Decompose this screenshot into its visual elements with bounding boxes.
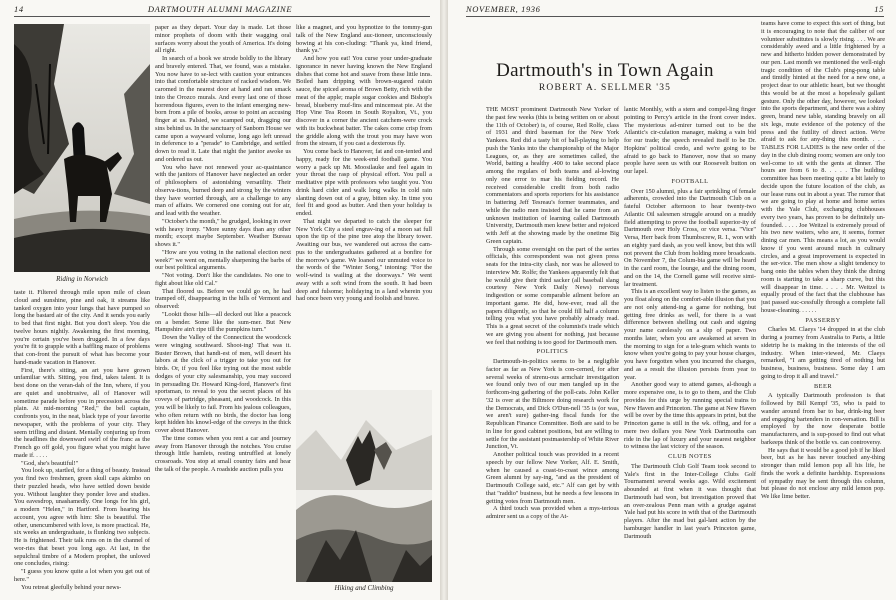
section-heading-politics: POLITICS [536, 348, 569, 356]
paragraph: Another political touch was provided in a recent speech by our fellow New Yorker, Alf. E. Smith, when he caused a coast-to-coast wince among Green alumni by say-ing, "and as the president of Dartmouth College said, etc." Alf can get by with that "raddio" business, but he needs a few lessons in getting votes from Dartmouth men. [486, 451, 619, 505]
paragraph: like a magnet, and you hypnotize to the tommy-gun talk of the New England auc-tioneer, unconsciously bowing at his con-cluding: "Thank ya, kind friend, thank ya." [296, 24, 432, 55]
hiking-photo-caption: Hiking and Climbing [334, 584, 394, 592]
paragraph: "Not voting. Don't like the candidates. No one to fight about like old Cal." [155, 272, 291, 287]
paragraph: And how you eat! You curse your under-graduate ignorance in never having known the New England dishes that come hot and suave from these little inns. Boiled ham dripping with brown-sugared raisin sauce, the spiced aroma of Brown Betty, rich with the meat of the apple; maple sugar cookies and Bishop's bread, blueberry muf-fins and mincemeat pie. At the Hop Vine Tea Room in South Royalton, Vt., you discover in a corner the ancient catchem-were crock with its buckwheat batter. The cakes come crisp from the griddle along with the trout you may have won from the stream, if you cast a dexterous fly. [296, 55, 432, 148]
paragraph: A third touch was provided when a mys-terious admirer sent us a copy of the At- [486, 505, 619, 520]
paragraph: "Lookit those hills—all decked out like a peacock on a bender. Some like the sum-mer. But New Hampshire ain't ripe till the pumpkins turn." [155, 310, 291, 334]
paragraph: He says that it would be a good job if he liked beer, but as he has never touched any-thing stronger than mild lemon pop all his life, he finds the work a definite hardship. Expressions of sympathy may be sent through this column, but please do not enclose any mild lemon pop. We like lime better. [761, 446, 885, 500]
riding-photo [14, 24, 150, 272]
running-head-right: NOVEMBER, 1936 [466, 4, 541, 14]
paragraph: Charles M. Claeys '14 dropped in at the club during a journey from Australia to Paris, a little sidetrip he is making in the interests of the oil industry. When inter-viewed, Mr. Claeys remarked, "I am getting tired of nothing but business, business, business. Some day I am going to drop it all and travel." [761, 326, 885, 380]
header-rule [466, 16, 884, 17]
paragraph: paper as they depart. Your day is made. Let those minor prophets of doom with their wagging oral surfaces worry about the youth of America. It's doing all right. [155, 24, 291, 55]
book-gutter [440, 0, 448, 600]
paragraph: "How are you voting in the national election next week?" we went on, mentally sharpening the barbs of our best political arguments. [155, 248, 291, 272]
section-heading-football: FOOTBALL [671, 177, 709, 185]
left-page [0, 0, 440, 600]
section-heading-passerby: PASSERBY [805, 316, 841, 324]
page-number-left: 14 [14, 4, 24, 14]
paragraph: Dartmouth-in-politics seems to be a negligible factor as far as New York is con-cerned, for after several weeks of strenu-ous armchair investigation we found only two of our men tangled up in the forthcom-ing gathering of the poll-cats. John Keller '32 is over at the Biltmore doing research work for the Democrats, and Dick O'Dun-nell '35 is (or was, we aren't sure) gather-ing fiscal funds for the Republican Finance Committee. Both are said to be in line for good cabinet positions, but are willing to settle for the assistant postmastership of White River Junction, Vt. [486, 358, 619, 451]
article-title: Dartmouth's in Town Again [496, 60, 714, 81]
paragraph: That night we departed to catch the sleeper for New York City a steel engrav-ing of a moon sat full upon the tip of the pine tree atop the library tower. Awaiting our bus, we wandered out across the cam-pus to the undergraduates gathered at a bonfire for the morrow's game. We loaned our unmuted voice to the words of the "Winter Song," intoning: "For the wolf-wind is wailing at the doorways." We went away with a soft wind from the south. It had been deep and fulsome; holidaying in a land wherein you had once been very young and foolish and brave. [296, 217, 432, 303]
right-column-3 [761, 20, 885, 598]
paragraph: You look up, startled, for a thing of beauty. Instead you find two freshmen, green skull caps akimbo on their puzzled heads, who have settled down beside you. Without laughter they ponder love and studies. You eavesdrop, unashamedly. One longs for his girl, a modern "Helen," in Hartford. From hearing his account, you agree with him: She is beautiful. The other, unencumbered with love, is more practical. He, six weeks an undergraduate, is flunking two subjects. He is frightened. Their talk runs on in the channel of wor-ries that beset you long ago. At last, in the sepulchral timbre of a Modern prophet, the unloved one concludes, rising: [14, 467, 150, 568]
hiking-photo [296, 390, 432, 582]
article-byline: ROBERT A. SELLMER '35 [538, 83, 672, 93]
paragraph: "God, she's beautiful!" [21, 459, 79, 467]
paragraph: You retreat gleefully behind your news- [21, 583, 122, 591]
paragraph: You come back to Hanover, fat and con-tented and happy, ready for the week-end football game. You worry a pack up Mt. Moosilauke and feel again in your throat the rasp of physical effort. You pull a meditative pipe with professors who taught you. You drink hard cider and walk long walks in cold rain slanting down out of a gray, bitten sky. In time you feel fit and good as butter. And then your holiday is ended. [296, 148, 432, 217]
paragraph: "October's the month," he grudged, looking in over with heavy irony. "More sunny days than any other month; except maybe September. Weather Bureau shows it." [155, 217, 291, 248]
paragraph: Down the Valley of the Connecticut the woodcock were winging southward. Shoot-ing! That was it. Buster Brown, that handi-est of men, will desert his labors at the click of a trigger to take you out for birds. Or, if you feel like trying out the most subtle dodges of your city salesmanship, you may succeed in persuading Dr. Howard King-ford, Hanover's first sportsman, to reveal to you the secret places of his coveys of partridge, pheasant, and woodcock. In this you will be likely to fail. From his jealous colleagues, who often return with no birds, the doctor has long kept hidden his knowl-edge of the coveys in the thick cover about Hanover. [155, 334, 291, 434]
paragraph: taste it. Filtered through mile upon mile of clean cloud and sunshine, pine and oak, it streams like tanked oxygen into your lungs that have pumped so long the bastard air of the city. And it sends you early to bed that first night. But you don't sleep. You die twelve hours nightly. Awakening the first morning, you're certain you've been drugged. In a few days you're fit to grapple with a baffling maze of problems that con-front the pursuit of what has become your hand-made vacation in Hanover. [14, 289, 150, 366]
paragraph: The time comes when you rent a car and journey away from Hanover through the notches. You cruise through little hamlets, resting untruffled at lonely crossroads. You stop at small country fairs and hear the talk of the people. A roadside auction pulls you [155, 434, 291, 473]
section-heading-beer: BEER [813, 382, 833, 390]
paragraph: lantic Monthly, with a stern and compel-ling finger pointing to Percy's article in the front cover index. The mysterious ad-mirer turned out to be the Atlantic's cir-culation manager, making a vain bid for our trade; the speech revealed itself to be Dr. Hopkins' political credo, and we're going to be afraid to go back to Hanover, now that so many people have seen us with our Roosevelt button on our lapel. [624, 106, 756, 175]
paragraph: Through some oversight on the part of the series officials, this correspondent was not given press seats for the intra-city clash, nor was he allowed to interview Mr. Rolfe; the Yankees apparently felt that he would give their third sacker (all baseball slang courtesy New York Daily News) nervous indigestion or some comparable ailment before an important game. He did, how-ever, read all the papers diligently, so that he could fill half a column telling you what you have probably already read. This is a great secret of the columnist's trade which we are giving you absent for nothing, just because we feel that nothing is too good for Dartmouth men. [486, 245, 619, 346]
paragraph: "I guess you know quite a lot when you get out of here." [14, 568, 150, 583]
paragraph: Another good way to attend games, al-though a more expensive one, is to go to them, and the Club provides for this urge by running special trains to New Haven and Princeton. The game at New Haven will be over by the time this appears in print, but the Princeton game is still in the wk. offing, and for a mere two dollars you New York Dartmouths can ride in the lap of luxury and your nearest neighbor to witness the last victory of the season. [624, 381, 756, 451]
paragraph: teams have come to expect this sort of thing, but it is encouraging to note that the caliber of our volunteer substitutes is slowly rising. . . . We are considerably awed and a little frightened by a new and hitherto hidden power demonstrated by our pen. Last month we mentioned the well-nigh tragic condition of the Club's ping-pong table and timidly hinted at the need for a new one, a project dear to our athletic heart, but we thought this would be at the most a hopelessly gallant gesture. Only the other day, however, we looked into the sports department, and there was a shiny green, brand new table, standing bravely on all six legs, mute evidence of the potency of the press and the futility of direct action. We're afraid to ask for any-thing this month. . . . TABLES FOR LADIES is the new order of the day in the club dining room; women are only too wel-come to sit with the gents at dinner. The hours are from 6 to 8. . . . . The building committee has been meeting quite a bit lately to decide upon the future location of the club, as our lease runs out in about a year. The rumor that we are going to play at home and home series with the Yale Club, exchanging clubhouses every two years, has proven to be definitely un-founded. . . . . Joe Weitzel is extremely proud of his two new waiters, who are, it seems, former dining car men. This means a lot, as you would know if you went around much in culinary circles, and a great improvement is expected in the ser-vice. The men show a slight tendency to bang onto the tables when they think the dining room is starting to take a sharp curve, but this will disappear in time. . . . . Mr. Weitzel is equally proud of the fact that the clubhouse has just passed suc-cessfully through a complete fall house-cleaning. . . . . . [761, 20, 885, 314]
page-number-right: 15 [874, 4, 884, 14]
paragraph: That floored us. Before we could go on, he had tramped off, disappearing in the hills of Vermont and observed: [155, 287, 291, 310]
paragraph: You who have not renewed your ac-quaintance with the janitors of Hanover have neglected an order of philosophers of astonishing versatility. Their observa-tions, burned deep and strong by the winters they have worried through, are a challenge to any man of affairs. We cornered one coming out for air, and lead with the weather. [155, 163, 291, 217]
paragraph: Over 150 alumni, plus a fair sprinkling of female adherents, crowded into the Dartmouth Club on a fateful October afternoon to hear twenty-two Atlantic Oil salesmen struggle around on a muddy field attempting to prove the football superior-ity of Dartmouth over Holy Cross, or vice versa. "Vice" Versa, Herr back from Thumbscrew, R. I., won with an eighty yard dash, as you well know, but this will not prevent the Club from holding more broadcasts. On November 7, the Colum-bia game will be heard in the card room, the lounge, and the dining room, and on the 14, the Cornell game will receive simi-lar treatment. [624, 187, 756, 288]
right-column-1 [486, 106, 619, 598]
paragraph: THE MOST prominent Dartmouth New Yorker of the past few weeks (this is being written on or about the 11th of October) is, of course, Red Rolfe, class of 1931 and third baseman for the New York Yankees. Red did a tasty bit of ball-playing to help push the Yanks into the championship of the Major Leagues, or, as they are sometimes called, the World, batting a healthy .400 to take second place among the regulars of both teams and al-lowing only one error to mar his fielding record. He received considerable credit from both radio commentators and sports reporters for his assistance in battering Jeff Tesreau's former teammates, and while the radio men insisted that he came from an unknown institution of learning called Dartmouth University, Dartmouth men knew better and rejoiced with Jeff at the showing made by the onetime Big Green captain. [486, 106, 619, 245]
left-column-1 [14, 289, 150, 598]
riding-photo-caption: Riding in Norwich [56, 275, 108, 283]
paragraph: A typically Dartmouth profession is that followed by Bill Kempf '35, who is paid to wander around from bar to bar, drink-ing beer and engaging bartenders in con-versation. Bill is employed by the now desperate bottle manufacturers, and is sup-posed to find out what barkeeps think of the bottle vs. can controversy. [761, 392, 885, 446]
right-page [448, 0, 896, 600]
paragraph: In search of a book we strode boldly to the library and bravely entered. That, we found, was a mistake. You now have to se-lect with caution your entrances into that comfortable structure of racked wisdom. We caromed in the nearest door at hand and ran smack into the Orozco murals. And every last one of those horrendous figures, even to the infant emerging new-born from a pile of books, arose to point an accusing finger at us. Palsied, we scamped out, dragging our sins behind us. In the sanctuary of Sanborn House we came upon a wayward volume, long ago left unread in deference to a "perade" to Cambridge, and settled down to read it. Late that night the janitor awoke us and ordered us out. [155, 55, 291, 163]
paragraph: First, there's sitting, an art you have grown unfamiliar with. Sitting, you find, takes talent. It is best done on the veran-dah of the Inn, where, if you are quiet and unobtrusive, all of Hanover will sometime parade before you in precession across the plain. At mid-morning "Red," the bell captain, confronts you, in the neat, black type of your favorite newspaper, with the problems of your city. They seem trifling and distant. Mentally conjuring up from the headlines the downward swirl of the franc as the French go off gold, you figure what you might have made if. . . . . [14, 366, 150, 459]
running-head-left: DARTMOUTH ALUMNI MAGAZINE [147, 4, 293, 14]
left-column-3 [296, 24, 432, 382]
header-rule [14, 16, 430, 17]
right-column-2 [624, 106, 756, 598]
paragraph: The Dartmouth Club Golf Team took second to Yale's first in the Inter-College Clubs Golf Tournament several weeks ago. Wild excitement abounded at first when it was thought that Dartmouth had won, but investigation proved that an over-zealous Penn man with a grudge against Yale had put his score in with that of the Dartmouth players. After the mad but gal-lant action by the hamburger handler in last year's Princeton game, Dartmouth [624, 462, 756, 540]
left-column-2 [155, 24, 291, 598]
section-heading-club-notes: CLUB NOTES [668, 453, 712, 460]
paragraph: This is an excellent way to listen to the games, as you float along on the comfort-able illusion that you are not only attend-ing a game for nothing, but getting free drinks as well, for there is a vast difference between shelling out cash and signing your name carelessly on a slip of paper. Two months later, when you are awakened at seven in the morning to sign for a tele-gram which wants to know when you're going to pay your house charges, you have forgotten when you incurred the charges, and as a result the illusion persists from year to year. [624, 288, 756, 381]
